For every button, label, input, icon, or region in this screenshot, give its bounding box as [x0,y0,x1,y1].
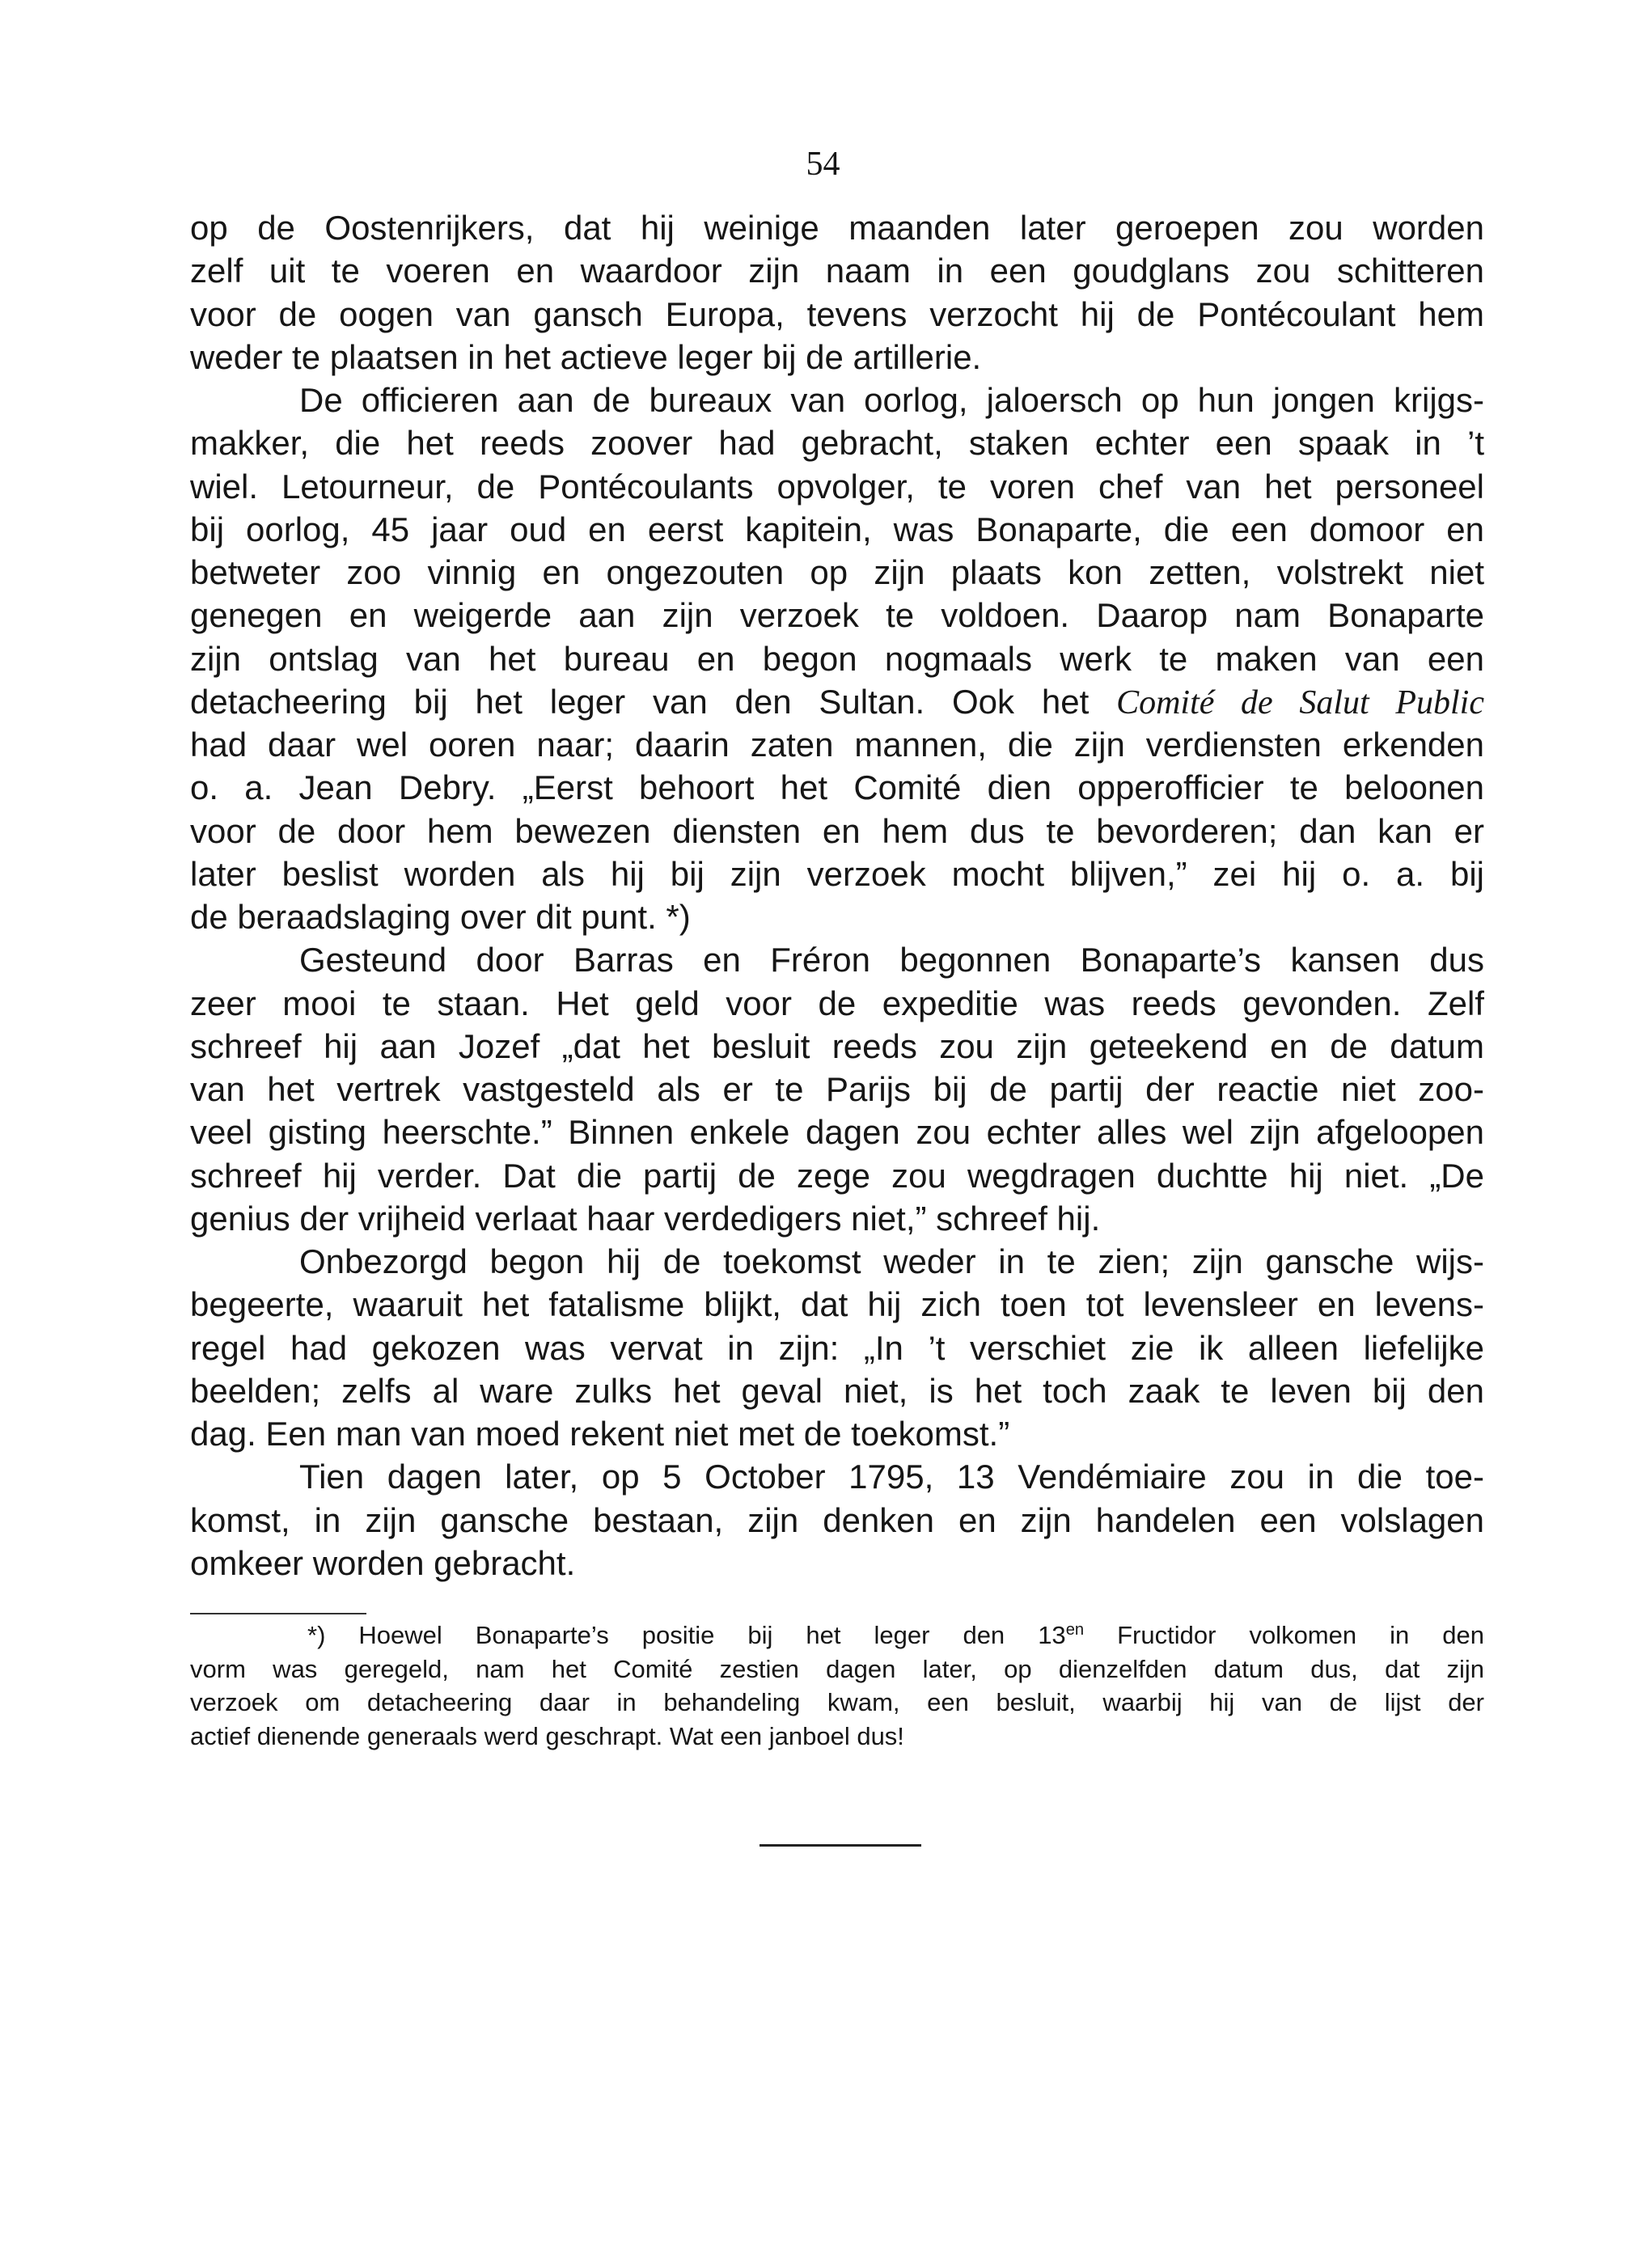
text-line: veel gisting heerschte.” Binnen enkele dagen zou echter alles wel zijn afgeloopen [190,1113,1484,1152]
text-line: De officieren aan de bureaux van oorlog, jaloersch op hun jongen krijgs- [299,381,1484,419]
footnote-line: vorm was geregeld, nam het Comité zestien dagen later, op dienzelfden datum dus, dat zijn [190,1654,1484,1683]
text-line: beelden; zelfs al ware zulks het geval niet, is het toch zaak te leven bij den [190,1371,1484,1410]
text-line: regel had gekozen was vervat in zijn: „In ’t verschiet zie ik alleen liefelijke [190,1328,1484,1367]
text-line: bij oorlog, 45 jaar oud en eerst kapitein, was Bonaparte, die een domoor en [190,510,1484,548]
italic-phrase: Comité de Salut Public [1116,683,1484,721]
text-line: voor de door hem bewezen diensten en hem dus te bevorderen; dan kan er [190,811,1484,850]
text-line: omkeer worden gebracht. [190,1543,576,1582]
text-line: zeer mooi te staan. Het geld voor de expeditie was reeds gevonden. Zelf [190,984,1484,1022]
text-line: later beslist worden als hij bij zijn verzoek mocht blijven,” zei hij o. a. bij [190,854,1484,893]
text-line: van het vertrek vastgesteld als er te Parijs bij de partij der reactie niet zoo- [190,1070,1484,1108]
text-line: dag. Een man van moed rekent niet met de toekomst.” [190,1415,1010,1453]
text-line: schreef hij verder. Dat die partij de zege zou wegdragen duchtte hij niet. „De [190,1156,1484,1195]
body-text [190,206,1484,1585]
superscript: en [1065,1620,1085,1639]
text-line-with-italic [190,680,1484,723]
text-line: schreef hij aan Jozef „dat het besluit reeds zou zijn geteekend en de datum [190,1026,1484,1065]
text-line: Tien dagen later, op 5 October 1795, 13 Vendémiaire zou in die toe- [299,1458,1484,1496]
footnote-line: verzoek om detacheering daar in behandeling kwam, een besluit, waarbij hij van de lijst der [190,1688,1484,1717]
footnote-line [190,1618,1484,1652]
page-number: 54 [806,146,840,183]
text-line: wiel. Letourneur, de Pontécoulants opvolger, te voren chef van het personeel [190,467,1484,506]
footnote-text: *) Hoewel Bonaparte’s positie bij het leger den 13 [307,1621,1066,1649]
text-line: makker, die het reeds zoover had gebracht, staken echter een spaak in ’t [190,424,1484,463]
text-line: voor de oogen van gansch Europa, tevens verzocht hij de Pontécoulant hem [190,294,1484,333]
text-line: de beraadslaging over dit punt. *) [190,898,691,936]
text-line: Gesteund door Barras en Fréron begonnen Bonaparte’s kansen dus [299,941,1484,980]
text-line: had daar wel ooren naar; daarin zaten mannen, die zijn verdiensten erkenden [190,726,1484,764]
text-line: Onbezorgd begon hij de toekomst weder in te zien; zijn gansche wijs- [299,1242,1484,1280]
text-line: zelf uit te voeren en waardoor zijn naam in een goudglans zou schitteren [190,252,1484,290]
section-end-rule [760,1844,921,1847]
text-line: begeerte, waaruit het fatalisme blijkt, dat hij zich toen tot levensleer en levens- [190,1285,1484,1324]
text-line: zijn ontslag van het bureau en begon nogmaals werk te maken van een [190,639,1484,678]
footnote [190,1618,1484,1754]
text-line: weder te plaatsen in het actieve leger bij de artillerie. [190,337,982,376]
text-line: betweter zoo vinnig en ongezouten op zijn plaats kon zetten, volstrekt niet [190,553,1484,591]
text-line: o. a. Jean Debry. „Eerst behoort het Comité dien opperofficier te beloonen [190,768,1484,807]
footnote-text: Fructidor volkomen in den [1084,1621,1484,1649]
text-segment: detacheering bij het leger van den Sultan. Ook het [190,682,1090,721]
footnote-separator [190,1613,366,1614]
text-line: op de Oostenrijkers, dat hij weinige maanden later geroepen zou worden [190,209,1484,247]
text-line: genius der vrijheid verlaat haar verdedigers niet,” schreef hij. [190,1199,1101,1238]
text-line: komst, in zijn gansche bestaan, zijn denken en zijn handelen een volslagen [190,1500,1484,1539]
text-line: genegen en weigerde aan zijn verzoek te voldoen. Daarop nam Bonaparte [190,596,1484,635]
footnote-line: actief dienende generaals werd geschrapt. Wat een janboel dus! [190,1722,904,1751]
